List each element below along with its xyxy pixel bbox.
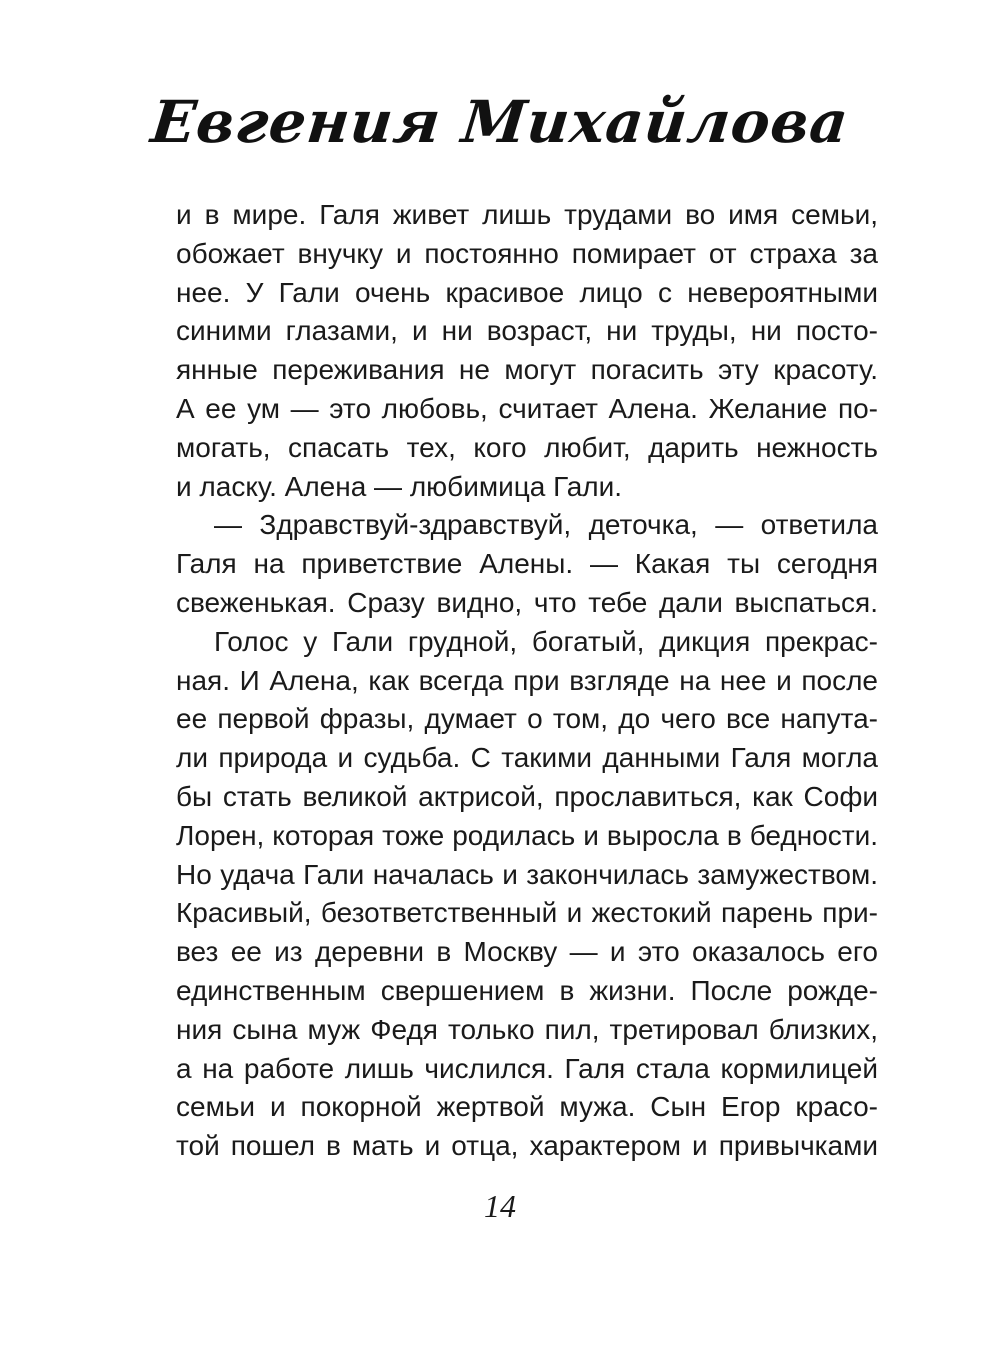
text-line: синими глазами, и ни возраст, ни труды, ни посто- [176, 315, 878, 347]
text-line: и ласку. Алена — любимица Гали. [176, 470, 623, 502]
text-line: свеженькая. Сразу видно, что тебе дали выспаться. [176, 586, 878, 618]
text-line: А ее ум — это любовь, считает Алена. Желание по- [176, 392, 878, 424]
text-line: и в мире. Галя живет лишь трудами во имя семьи, [176, 199, 878, 230]
body-text [176, 196, 878, 1166]
text-line: Но удача Гали началась и закончилась замужеством. [176, 858, 878, 890]
text-line: а на работе лишь числился. Галя стала кормилицей [176, 1052, 878, 1084]
text-line: вез ее из деревни в Москву — и это оказалось его [176, 936, 878, 968]
text-line: ли природа и судьба. С такими данными Галя могла [176, 742, 878, 774]
text-line: нее. У Гали очень красивое лицо с невероятными [176, 276, 878, 308]
text-line: бы стать великой актрисой, прославиться, как Софи [176, 780, 878, 812]
page-number: 14 [484, 1188, 516, 1224]
text-line: Галя на приветствие Алены. — Какая ты сегодня [176, 548, 878, 580]
text-line: той пошел в мать и отца, характером и привычками [176, 1130, 878, 1162]
text-line: ния сына муж Федя только пил, третировал близких, [176, 1013, 878, 1045]
running-header-author: Евгения Михайлова [147, 88, 853, 156]
text-line: Красивый, безответственный и жестокий парень при- [176, 897, 878, 929]
text-line: янные переживания не могут погасить эту красоту. [176, 354, 878, 386]
text-line: семьи и покорной жертвой мужа. Сын Егор красо- [176, 1091, 878, 1123]
text-line: ная. И Алена, как всегда при взгляде на нее и после [176, 664, 878, 696]
text-line: обожает внучку и постоянно помирает от страха за [176, 237, 878, 269]
text-line: могать, спасать тех, кого любит, дарить нежность [176, 431, 878, 463]
text-line: Голос у Гали грудной, богатый, дикция прекрас- [214, 625, 878, 657]
text-line: ее первой фразы, думает о том, до чего все напута- [176, 703, 878, 735]
text-line: — Здравствуй-здравствуй, деточка, — ответила [214, 509, 878, 541]
text-line: Лорен, которая тоже родилась и выросла в бедности. [176, 819, 878, 851]
text-line: единственным свершением в жизни. После рожде- [176, 974, 878, 1006]
